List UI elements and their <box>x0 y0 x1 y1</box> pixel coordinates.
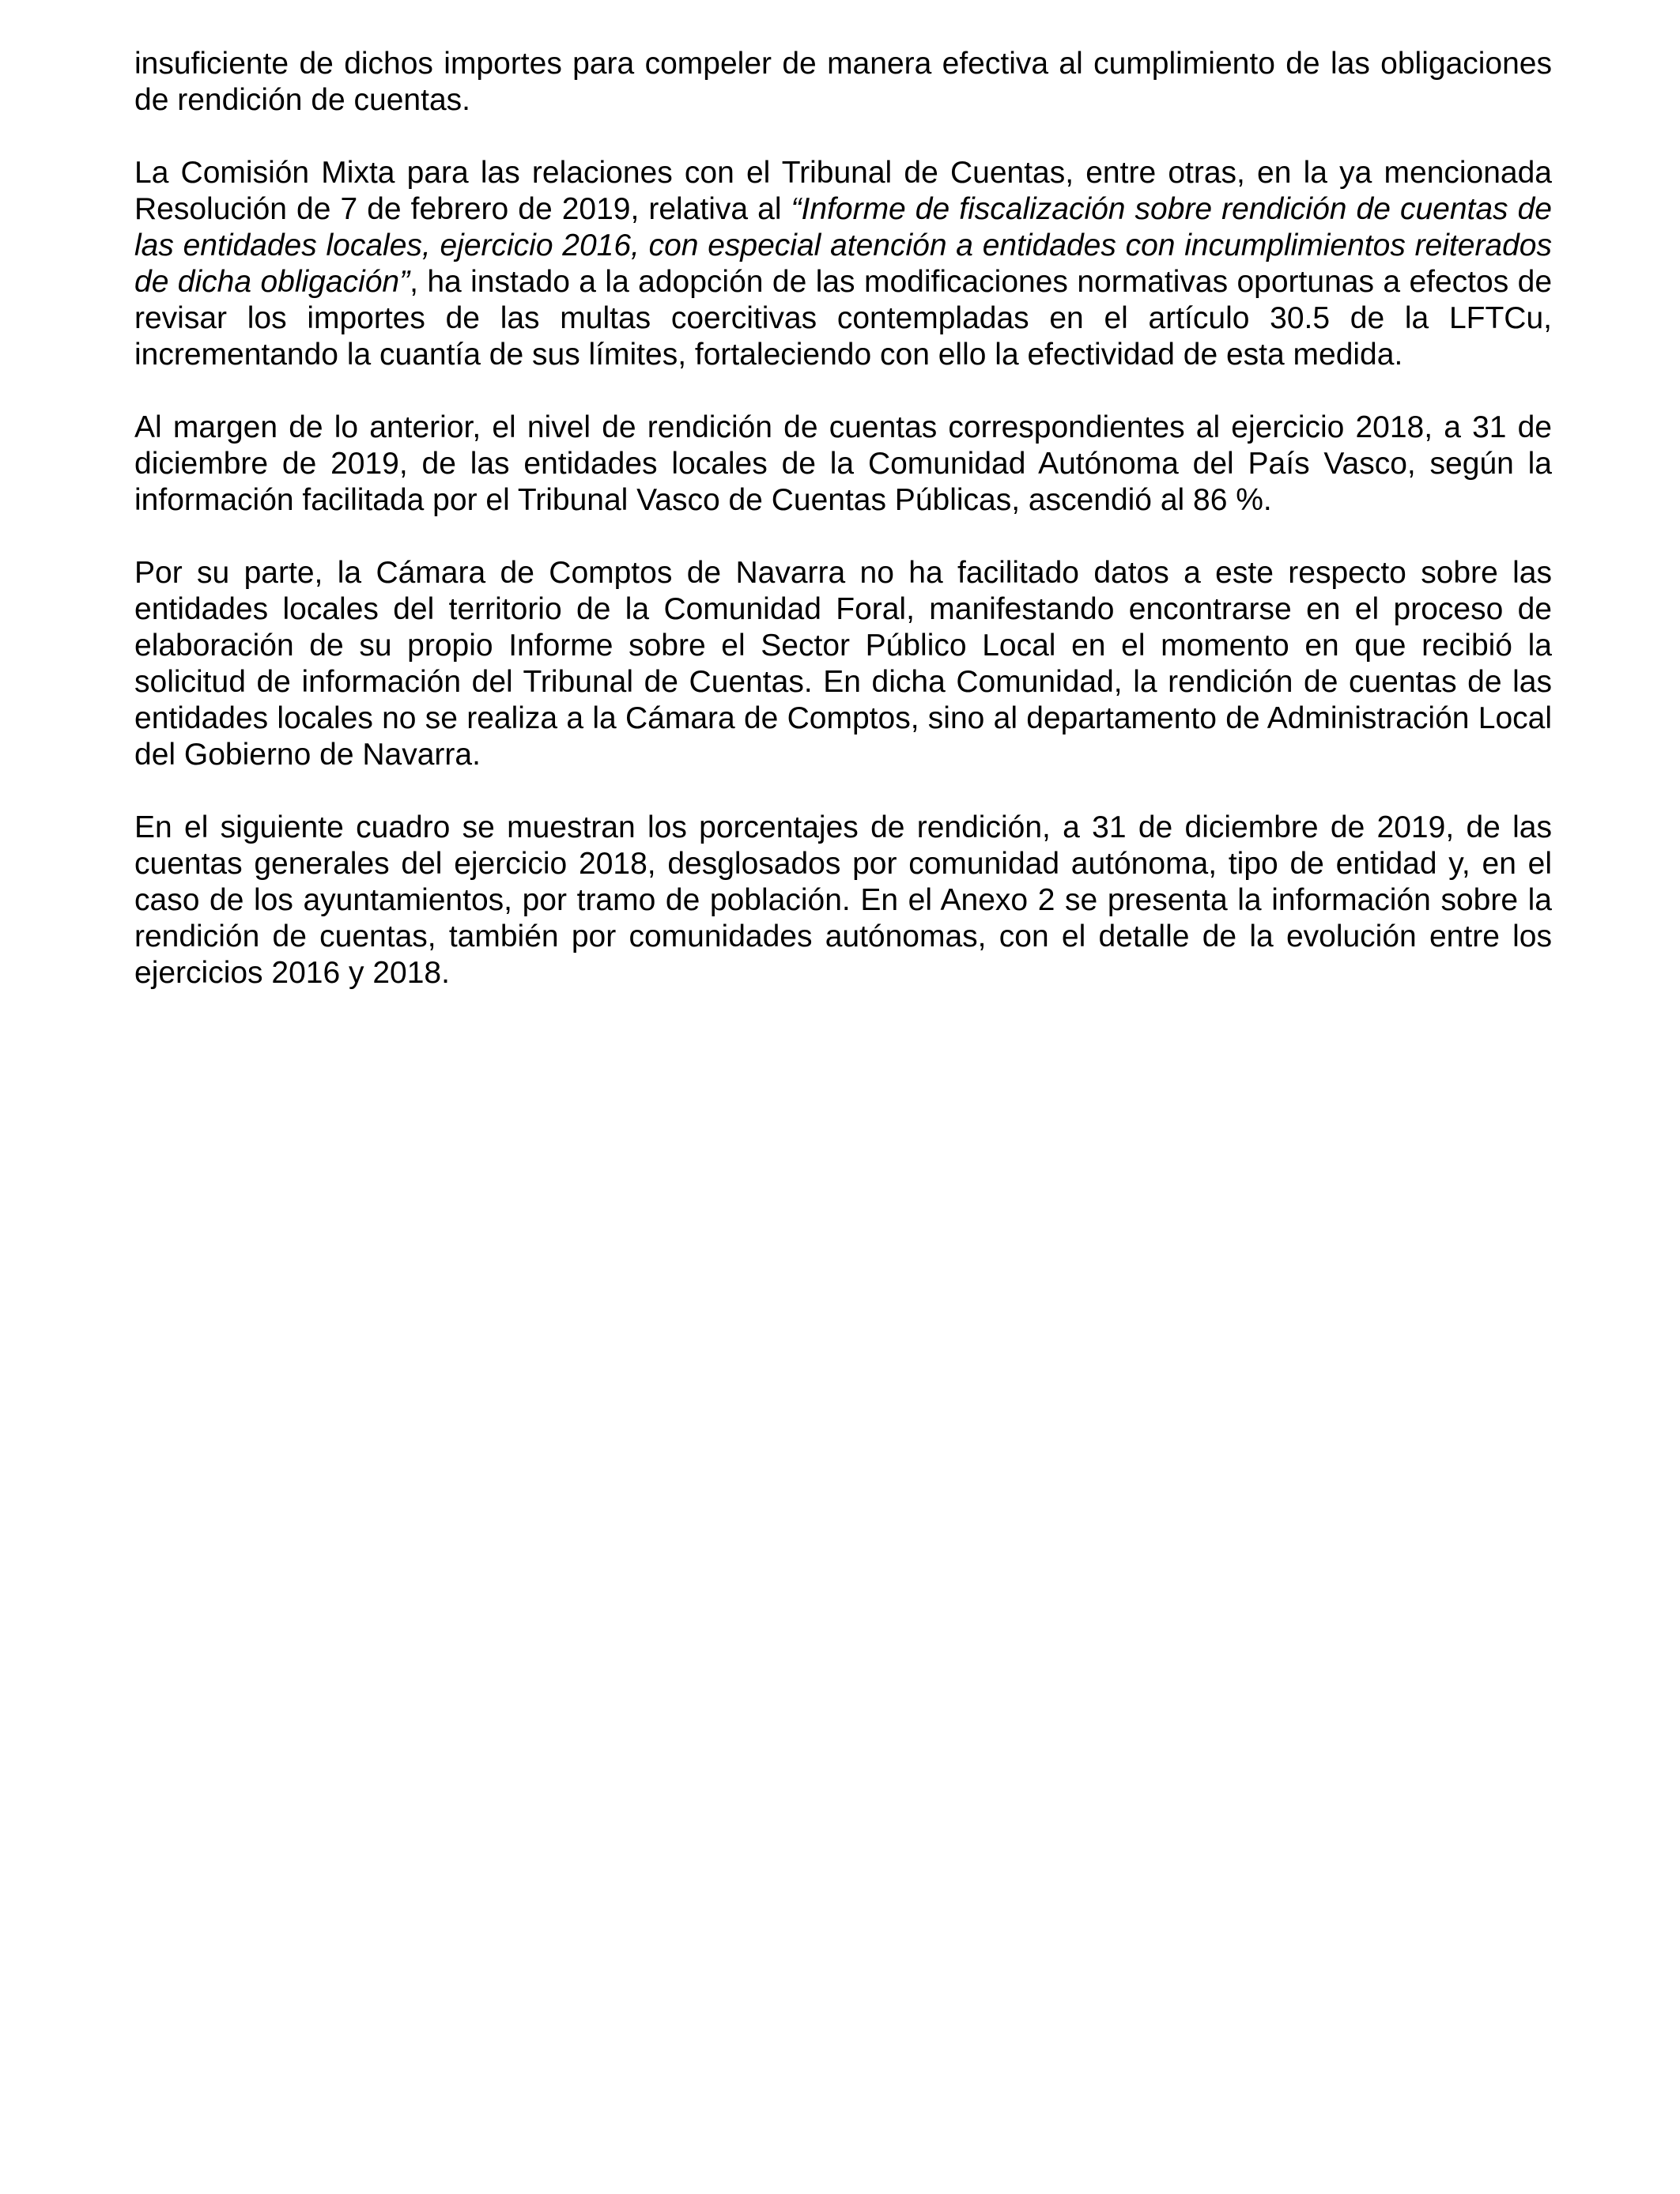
document-page <box>134 46 1552 1028</box>
paragraph-2 <box>134 155 1552 373</box>
paragraph-4: Por su parte, la Cámara de Comptos de Navarra no ha facilitado datos a este respecto sobre las entidades locales del territorio de la Comunidad Foral, manifestando encontrarse en el proceso de elaboración de su propio Informe sobre el Sector Público Local en el momento en que recibió la solicitud de información del Tribunal de Cuentas. En dicha Comunidad, la rendición de cuentas de las entidades locales no se realiza a la Cámara de Comptos, sino al departamento de Administración Local del Gobierno de Navarra. <box>134 556 1552 772</box>
paragraph-1: insuficiente de dichos importes para compeler de manera efectiva al cumplimiento de las obligaciones de rendición de cuentas. <box>134 47 1552 117</box>
paragraph-2-text-after: , ha instado a la adopción de las modificaciones normativas oportunas a efectos de revisar los importes de las multas coercitivas contempladas en el artículo 30.5 de la LFTCu, incrementando la cuantía de sus límites, fortaleciendo con ello la efectividad de esta medida. <box>134 265 1553 372</box>
paragraph-5: En el siguiente cuadro se muestran los porcentajes de rendición, a 31 de diciembre de 2019, de las cuentas generales del ejercicio 2018, desglosados por comunidad autónoma, tipo de entidad y, en el caso de los ayuntamientos, por tramo de población. En el Anexo 2 se presenta la información sobre la rendición de cuentas, también por comunidades autónomas, con el detalle de la evolución entre los ejercicios 2016 y 2018. <box>134 810 1552 990</box>
paragraph-2-text-before: La Comisión Mixta para las relaciones con el Tribunal de Cuentas, entre otras, en la ya mencionada Resolución de 7 de febrero de 2019, relativa al <box>134 156 1552 226</box>
report-title-quote: “Informe de fiscalización sobre rendición de cuentas de las entidades locales, ejercicio 2016, con especial atención a entidades con incumplimientos reiterados de dicha obligación” <box>134 192 1552 299</box>
paragraph-3: Al margen de lo anterior, el nivel de rendición de cuentas correspondientes al ejercicio 2018, a 31 de diciembre de 2019, de las entidades locales de la Comunidad Autónoma del País Vasco, según la información facilitada por el Tribunal Vasco de Cuentas Públicas, ascendió al 86 %. <box>134 410 1552 517</box>
